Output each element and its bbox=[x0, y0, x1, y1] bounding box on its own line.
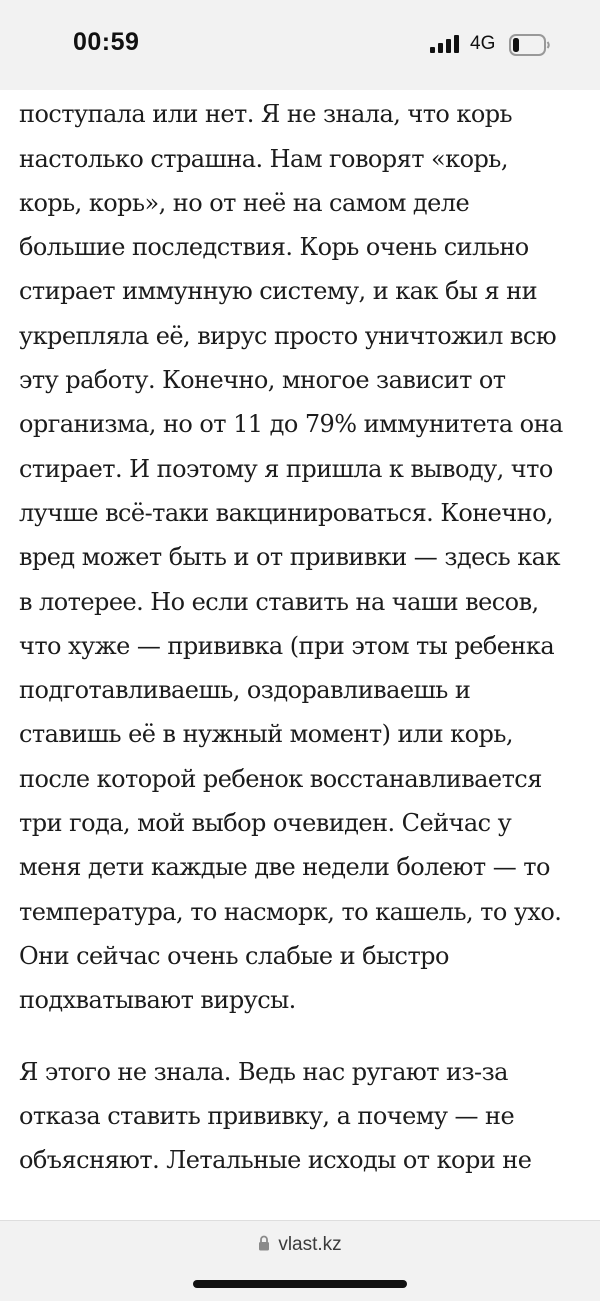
article-content bbox=[0, 48, 600, 1182]
battery-icon bbox=[509, 34, 551, 56]
article-paragraph-2: Я этого не знала. Ведь нас ругают из-за отказа ставить прививку, а почему — не объясняют. Летальные исходы от кори не bbox=[19, 1057, 532, 1175]
signal-icon bbox=[430, 35, 464, 53]
status-bar bbox=[0, 0, 600, 90]
article-paragraph-1: поступала или нет. Я не знала, что корь настолько страшна. Нам говорят «корь, корь, корь», но от неё на самом деле большие последствия. Корь очень сильно стирает иммунную систему, и как бы я ни укрепляла её, вирус просто уничтожил всю эту работу. Конечно, многое зависит от организма, но от 11 до 79% иммунитета она стирает. И поэтому я пришла к выводу, что лучше всё-таки вакцинироваться. Конечно, вред может быть и от прививки — здесь как в лотерее. Но если ставить на чаши весов, что хуже — прививка (при этом ты ребенка подготавливаешь, оздоравливаешь и ставишь её в нужный момент) или корь, после которой ребенок восстанавливается три года, мой выбор очевиден. Сейчас у меня дети каждые две недели болеют — то температура, то насморк, то кашель, то ухо. Они сейчас очень слабые и быстро подхватывают вирусы. bbox=[19, 100, 563, 1015]
lock-icon bbox=[258, 1235, 270, 1251]
status-time: 00:59 bbox=[73, 28, 140, 56]
url-display[interactable] bbox=[0, 1234, 600, 1256]
network-label: 4G bbox=[470, 33, 496, 54]
url-text: vlast.kz bbox=[278, 1234, 342, 1255]
home-indicator[interactable] bbox=[193, 1280, 407, 1288]
browser-address-bar[interactable] bbox=[0, 1220, 600, 1301]
